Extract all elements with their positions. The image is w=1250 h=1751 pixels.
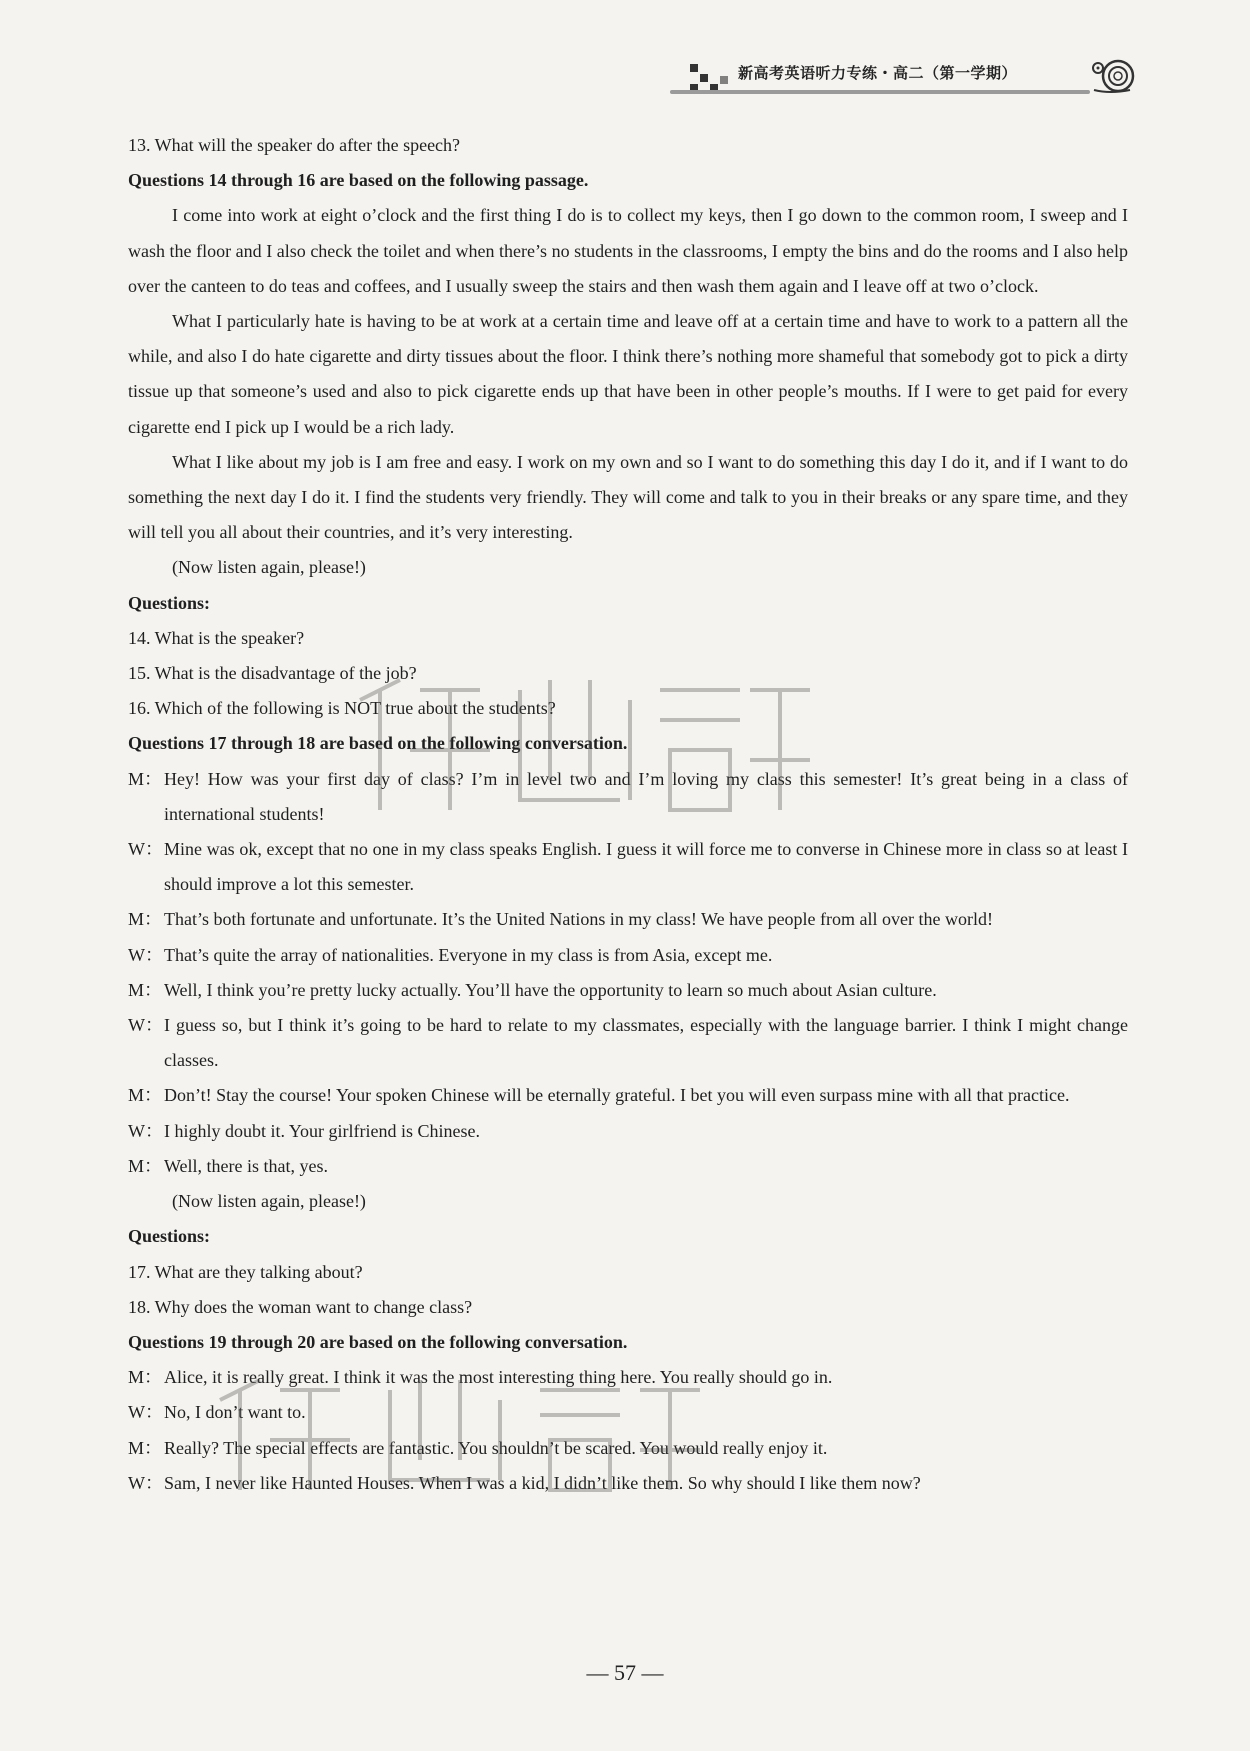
passage-paragraph: What I particularly hate is having to be at work at a certain time and leave off at a certain time and have to work to a pattern all the while, and also I do hate cigarette and dirty tissues about the floor. I think there’s nothing more shameful that somebody got to pick a dirty tissue up that someone’s used and also to pick cigarette ends up that have been in other people’s mouths. If I were to get paid for every cigarette end I pick up I would be a rich lady. bbox=[128, 311, 1128, 437]
dialogue-text: Alice, it is really great. I think it was the most interesting thing here. You really should go in. bbox=[164, 1367, 833, 1388]
dialogue-text: Don’t! Stay the course! Your spoken Chinese will be eternally grateful. I bet you will even surpass mine with all that practice. bbox=[164, 1085, 1070, 1106]
page-content bbox=[128, 128, 1128, 1501]
listen-again-note: (Now listen again, please!) bbox=[172, 557, 366, 578]
speaker-label: M： bbox=[128, 1437, 163, 1458]
speaker-label: W： bbox=[128, 944, 163, 965]
dialogue-line bbox=[128, 1149, 1128, 1184]
dialogue-text: No, I don’t want to. bbox=[164, 1402, 306, 1423]
speaker-label: M： bbox=[128, 979, 163, 1000]
speaker-label: M： bbox=[128, 1367, 163, 1388]
dialogue-line bbox=[128, 973, 1128, 1008]
question-item: 16. Which of the following is NOT true about the students? bbox=[128, 698, 556, 719]
speaker-label: M： bbox=[128, 1155, 163, 1176]
dialogue-text: That’s both fortunate and unfortunate. It’s the United Nations in my class! We have people from all over the world! bbox=[164, 909, 993, 930]
question-item: 14. What is the speaker? bbox=[128, 627, 305, 648]
dialogue-text: Well, there is that, yes. bbox=[164, 1155, 329, 1176]
speaker-label: M： bbox=[128, 1085, 163, 1106]
dialogue-text: Well, I think you’re pretty lucky actually. You’ll have the opportunity to learn so much about Asian culture. bbox=[164, 979, 937, 1000]
speaker-label: W： bbox=[128, 1015, 163, 1036]
dialogue-line bbox=[128, 1466, 1128, 1501]
passage-paragraph: What I like about my job is I am free and easy. I work on my own and so I want to do something this day I do it, and if I want to do something the next day I do it. I find the students very friendly. They will come and talk to you in their breaks or any spare time, and they will tell you all about their countries, and it’s very interesting. bbox=[128, 451, 1128, 543]
section-heading-17-18: Questions 17 through 18 are based on the following conversation. bbox=[128, 733, 628, 754]
questions-label: Questions: bbox=[128, 592, 211, 613]
dialogue-line bbox=[128, 832, 1128, 902]
speaker-label: W： bbox=[128, 1120, 163, 1141]
question-item: 18. Why does the woman want to change class? bbox=[128, 1296, 473, 1317]
listen-again-note: (Now listen again, please!) bbox=[172, 1191, 366, 1212]
section-heading-14-16: Questions 14 through 16 are based on the following passage. bbox=[128, 170, 589, 191]
questions-label: Questions: bbox=[128, 1226, 211, 1247]
dialogue-line bbox=[128, 902, 1128, 937]
dialogue-line bbox=[128, 1114, 1128, 1149]
speaker-label: W： bbox=[128, 1472, 163, 1493]
page-header bbox=[690, 52, 1140, 102]
passage-paragraph: I come into work at eight o’clock and the first thing I do is to collect my keys, then I go down to the common room, I sweep and I wash the floor and I also check the toilet and when there’s no students in the classrooms, I empty the bins and do the rooms and I also help over the canteen to do teas and coffees, and I usually sweep the stairs and then wash them again and I leave off at two o’clock. bbox=[128, 205, 1128, 296]
book-title: 新高考英语听力专练・高二（第一学期） bbox=[738, 64, 1018, 82]
dialogue-line bbox=[128, 1008, 1128, 1078]
question-13: 13. What will the speaker do after the speech? bbox=[128, 135, 461, 155]
dialogue-line bbox=[128, 1431, 1128, 1466]
dialogue-line bbox=[128, 1395, 1128, 1430]
dialogue-text: Mine was ok, except that no one in my class speaks English. I guess it will force me to converse in Chinese more in class so at least I should improve a lot this semester. bbox=[164, 839, 1128, 895]
header-rule bbox=[670, 90, 1090, 94]
question-item: 15. What is the disadvantage of the job? bbox=[128, 663, 417, 684]
dialogue-line bbox=[128, 762, 1128, 832]
speaker-label: W： bbox=[128, 1402, 163, 1423]
snail-icon bbox=[1090, 54, 1136, 96]
dialogue-text: Sam, I never like Haunted Houses. When I was a kid, I didn’t like them. So why should I like them now? bbox=[164, 1472, 921, 1493]
section-heading-19-20: Questions 19 through 20 are based on the following conversation. bbox=[128, 1331, 628, 1352]
question-item: 17. What are they talking about? bbox=[128, 1261, 363, 1282]
speaker-label: M： bbox=[128, 909, 163, 930]
dialogue-line bbox=[128, 1360, 1128, 1395]
dialogue-text: Hey! How was your first day of class? I’m in level two and I’m loving my class this semester! It’s great being in a class of international students! bbox=[164, 768, 1128, 824]
dialogue-text: I highly doubt it. Your girlfriend is Chinese. bbox=[164, 1120, 480, 1141]
page-number: — 57 — bbox=[586, 1660, 664, 1685]
speaker-label: W： bbox=[128, 839, 163, 860]
dialogue-line bbox=[128, 1078, 1128, 1113]
dialogue-line bbox=[128, 938, 1128, 973]
speaker-label: M： bbox=[128, 768, 163, 789]
dialogue-text: That’s quite the array of nationalities. Everyone in my class is from Asia, except me. bbox=[164, 944, 773, 965]
dialogue-text: Really? The special effects are fantastic. You shouldn’t be scared. You would really enjoy it. bbox=[164, 1437, 828, 1458]
dialogue-text: I guess so, but I think it’s going to be hard to relate to my classmates, especially with the language barrier. I think I might change classes. bbox=[164, 1015, 1128, 1071]
